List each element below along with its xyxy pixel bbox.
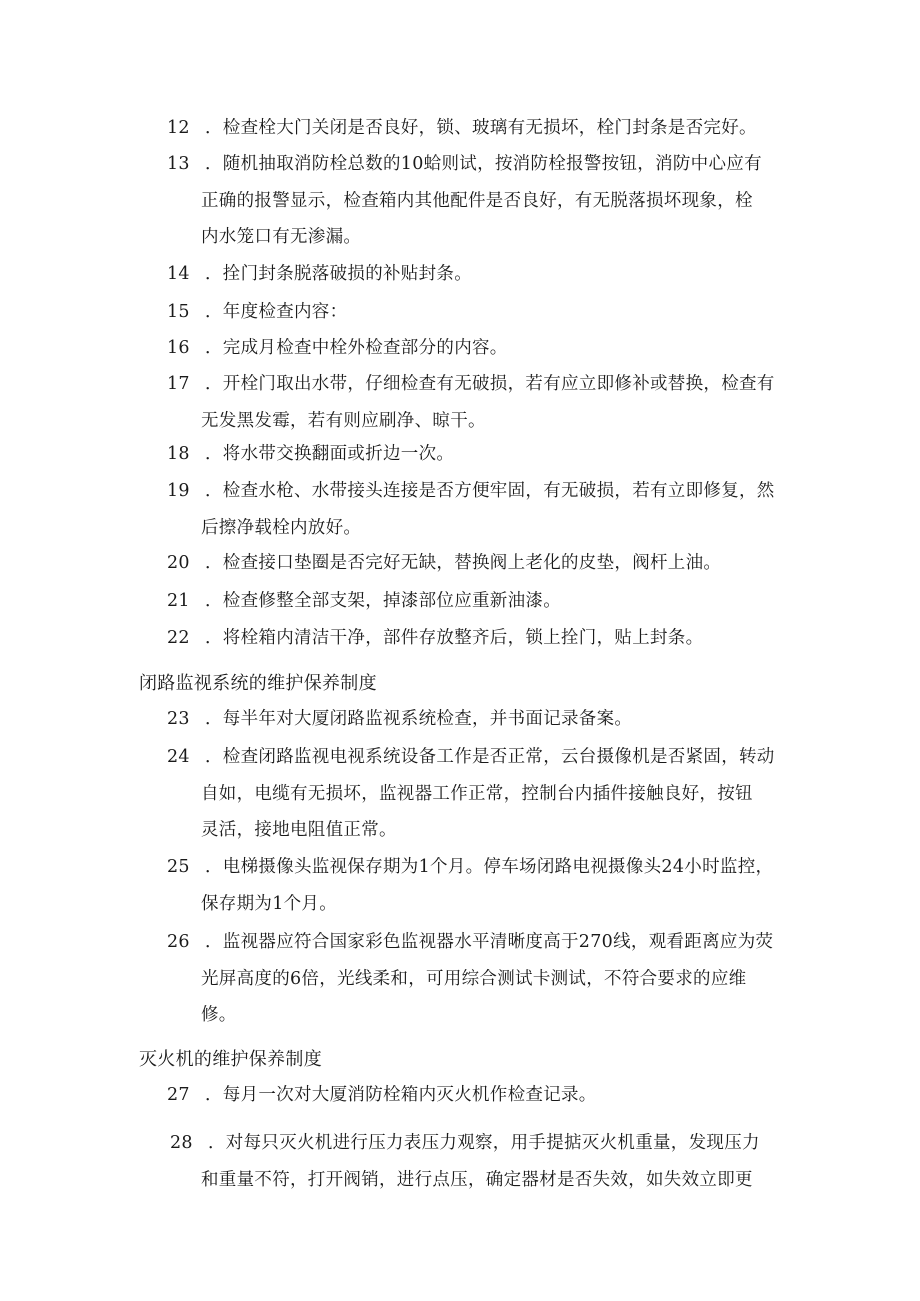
list-item [167, 1077, 807, 1114]
list-item [167, 436, 807, 473]
item-text-continuation: 无发黑发霉，若有则应刷净、晾干。 [201, 410, 486, 431]
item-number: 18 [167, 444, 190, 464]
item-text: ．年度检查内容： [205, 302, 348, 322]
item-text-continuation: 后擦净载栓内放好。 [201, 517, 362, 538]
item-text: ．每半年对大厦闭路监视系统检查，并书面记录备案。 [205, 709, 633, 729]
item-number: 14 [167, 264, 190, 284]
item-text: ．检查水枪、水带接头连接是否方便牢固，有无破损，若有立即修复，然 [205, 481, 775, 501]
item-number: 27 [167, 1085, 190, 1105]
item-text-continuation: 光屏高度的6倍，光线柔和，可用综合测试卡测试，不符合要求的应维 [201, 968, 747, 989]
list-item [167, 620, 807, 657]
section-heading: 灭火机的维护保养制度 [139, 1049, 322, 1070]
item-text: ．每月一次对大厦消防栓箱内灭火机作检查记录。 [205, 1085, 597, 1105]
item-text: ．将水带交换翻面或折边一次。 [205, 444, 455, 464]
item-text: ．对每只灭火机进行压力表压力观察，用手提掂灭火机重量，发现压力 [208, 1133, 760, 1153]
item-number: 17 [167, 374, 190, 394]
list-item [167, 545, 807, 582]
item-number: 20 [167, 553, 190, 573]
item-text-continuation: 内水笼口有无渗漏。 [201, 227, 362, 247]
list-item [167, 739, 807, 849]
item-number: 12 [167, 118, 190, 138]
list-item [170, 1125, 810, 1198]
item-text: ．完成月检查中栓外检查部分的内容。 [205, 338, 508, 358]
item-text: ．将栓箱内清洁干净，部件存放整齐后，锁上拴门，贴上封条。 [205, 628, 704, 648]
item-number: 24 [167, 747, 190, 767]
item-number: 16 [167, 338, 190, 358]
item-number: 28 [170, 1133, 193, 1153]
item-text-continuation: 灵活，接地电阻值正常。 [201, 820, 397, 840]
item-number: 23 [167, 709, 190, 729]
item-text-continuation: 保存期为1个月。 [201, 893, 338, 914]
list-item [167, 701, 807, 738]
list-item [167, 924, 807, 1034]
list-item [167, 294, 807, 331]
item-number: 21 [167, 591, 190, 611]
list-item [167, 849, 807, 922]
item-text: ．检查接口垫圈是否完好无缺，替换阀上老化的皮垫，阀杆上油。 [205, 553, 722, 573]
item-text: ．监视器应符合国家彩色监视器水平清晰度高于270线，观看距离应为荧 [205, 932, 774, 952]
item-text: ．开栓门取出水带，仔细检查有无破损，若有应立即修补或替换，检查有 [205, 374, 775, 394]
item-text: ．拴门封条脱落破损的补贴封条。 [205, 264, 472, 284]
item-number: 13 [167, 154, 190, 174]
section-heading: 闭路监视系统的维护保养制度 [139, 673, 377, 694]
item-number: 22 [167, 628, 190, 648]
list-item [167, 583, 807, 620]
list-item [167, 473, 807, 546]
item-text-continuation: 修。 [201, 1005, 237, 1025]
item-text: ．电梯摄像头监视保存期为1个月。停车场闭路电视摄像头24小时监控， [205, 857, 774, 877]
item-text: ．检查修整全部支架，掉漆部位应重新油漆。 [205, 591, 561, 611]
list-item [167, 110, 807, 147]
item-number: 25 [167, 857, 190, 877]
item-number: 26 [167, 932, 190, 952]
item-number: 19 [167, 481, 190, 501]
list-item [167, 330, 807, 367]
item-text: ．随机抽取消防栓总数的10蛤则试，按消防栓报警按钮，消防中心应有 [205, 154, 762, 174]
item-text: ．检查闭路监视电视系统设备工作是否正常，云台摄像机是否紧固，转动 [205, 747, 775, 767]
list-item [167, 256, 807, 293]
item-text: ．检查栓大门关闭是否良好，锁、玻璃有无损坏，栓门封条是否完好。 [205, 118, 757, 138]
list-item [167, 146, 807, 256]
item-number: 15 [167, 302, 190, 322]
item-text-continuation: 和重量不符，打开阀销，进行点压，确定器材是否失效，如失效立即更 [201, 1169, 753, 1190]
list-item [167, 366, 807, 439]
item-text-continuation: 正确的报警显示，检查箱内其他配件是否良好，有无脱落损坏现象，栓 [201, 190, 753, 211]
item-text-continuation: 自如，电缆有无损坏，监视器工作正常，控制台内插件接触良好，按钮 [201, 783, 753, 804]
